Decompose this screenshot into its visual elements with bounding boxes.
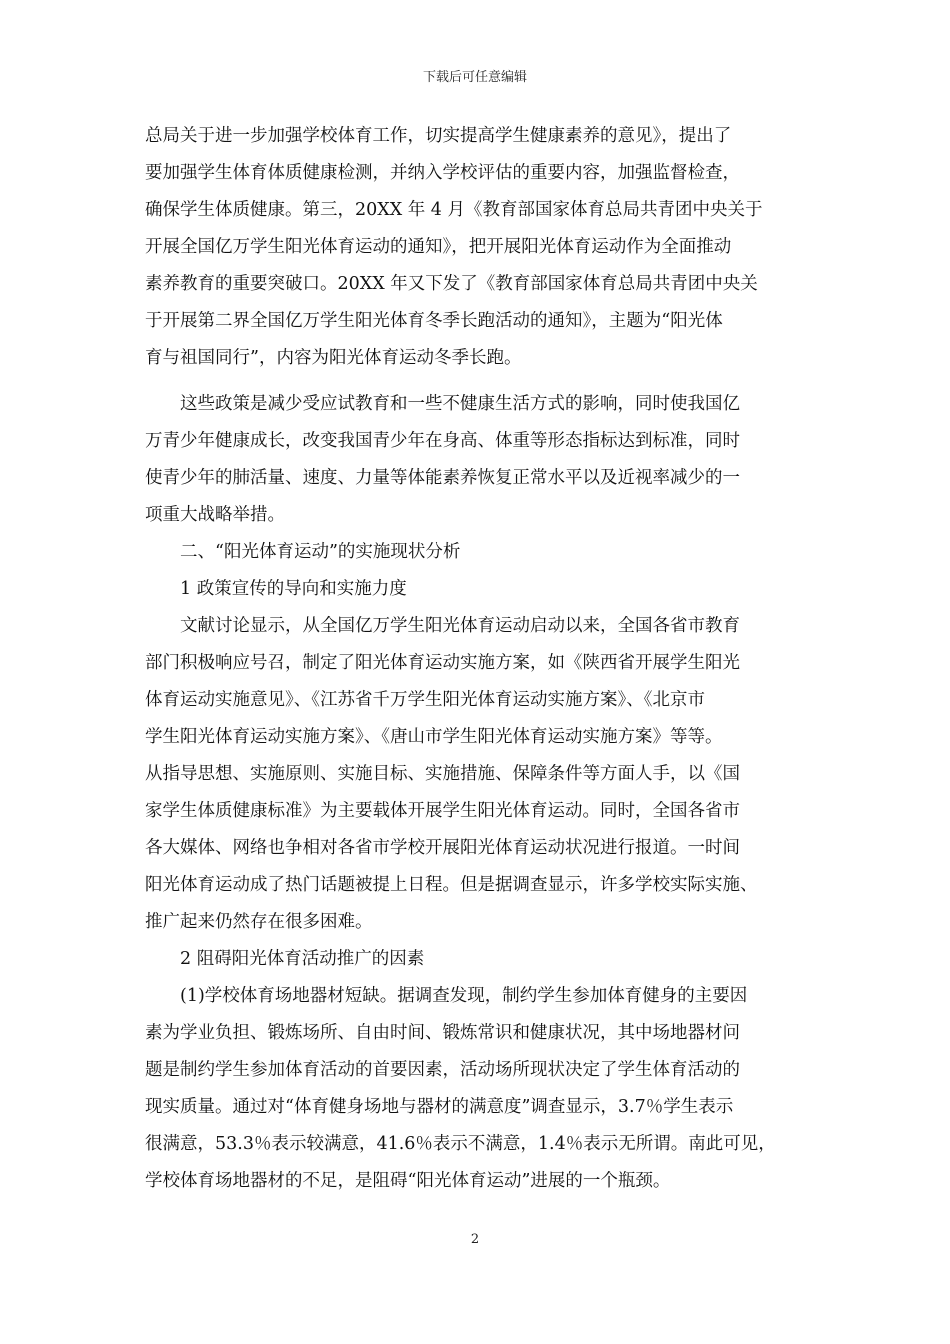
- text-line: 素为学业负担、锻炼场所、自由时间、锻炼常识和健康状况，其中场地器材问: [145, 1023, 740, 1043]
- text-line: 要加强学生体育体质健康检测，并纳入学校评估的重要内容，加强监督检查，: [145, 163, 740, 183]
- text-line: 部门积极响应号召，制定了阳光体育运动实施方案，如《陕西省开展学生阳光: [145, 653, 740, 673]
- text-line: 这些政策是减少受应试教育和一些不健康生活方式的影响，同时使我国亿: [145, 394, 740, 414]
- text-line: 于开展第二界全国亿万学生阳光体育冬季长跑活动的通知》，主题为“阳光体: [145, 311, 723, 331]
- text-line: 育与祖国同行”，内容为阳光体育运动冬季长跑。: [145, 348, 522, 368]
- text-line: 体育运动实施意见》、《江苏省千万学生阳光体育运动实施方案》、《北京市: [145, 690, 705, 710]
- text-line: (1)学校体育场地器材短缺。据调查发现，制约学生参加体育健身的主要因: [145, 986, 748, 1006]
- text-line: 现实质量。通过对“体育健身场地与器材的满意度”调查显示，3.7％学生表示: [145, 1097, 734, 1117]
- text-line: 文献讨论显示，从全国亿万学生阳光体育运动启动以来，全国各省市教育: [145, 616, 740, 636]
- subsection-heading: 2 阻碍阳光体育活动推广的因素: [145, 949, 425, 969]
- subsection-heading: 1 政策宣传的导向和实施力度: [145, 579, 407, 599]
- document-body: [145, 118, 810, 1200]
- text-line: 万青少年健康成长，改变我国青少年在身高、体重等形态指标达到标准，同时: [145, 431, 740, 451]
- page-number: 2: [470, 1232, 480, 1247]
- text-line: 很满意，53.3％表示较满意，41.6％表示不满意，1.4％表示无所谓。南此可见，: [145, 1134, 776, 1154]
- text-line: 项重大战略举措。: [145, 505, 285, 525]
- text-line: 推广起来仍然存在很多困难。: [145, 912, 373, 932]
- text-line: 学生阳光体育运动实施方案》、《唐山市学生阳光体育运动实施方案》等等。: [145, 727, 723, 747]
- section-heading: 二、“阳光体育运动”的实施现状分析: [145, 542, 461, 562]
- page-header: 下载后可任意编辑: [422, 70, 527, 85]
- text-line: 从指导思想、实施原则、实施目标、实施措施、保障条件等方面人手，以《国: [145, 764, 740, 784]
- text-line: 使青少年的肺活量、速度、力量等体能素养恢复正常水平以及近视率减少的一: [145, 468, 740, 488]
- text-line: 题是制约学生参加体育活动的首要因素，活动场所现状决定了学生体育活动的: [145, 1060, 740, 1080]
- text-line: 各大媒体、网络也争相对各省市学校开展阳光体育运动状况进行报道。一时间: [145, 838, 740, 858]
- text-line: 家学生体质健康标准》为主要载体开展学生阳光体育运动。同时，全国各省市: [145, 801, 740, 821]
- text-line: 开展全国亿万学生阳光体育运动的通知》，把开展阳光体育运动作为全面推动: [145, 237, 732, 257]
- text-line: 学校体育场地器材的不足，是阻碍“阳光体育运动”进展的一个瓶颈。: [145, 1171, 671, 1191]
- text-line: 阳光体育运动成了热门话题被提上日程。但是据调查显示，许多学校实际实施、: [145, 875, 758, 895]
- text-line: 总局关于进一步加强学校体育工作，切实提高学生健康素养的意见》，提出了: [145, 126, 732, 146]
- text-line: 素养教育的重要突破口。20XX 年又下发了《教育部国家体育总局共青团中央关: [145, 274, 758, 294]
- text-line: 确保学生体质健康。第三，20XX 年 4 月《教育部国家体育总局共青团中央关于: [145, 200, 763, 220]
